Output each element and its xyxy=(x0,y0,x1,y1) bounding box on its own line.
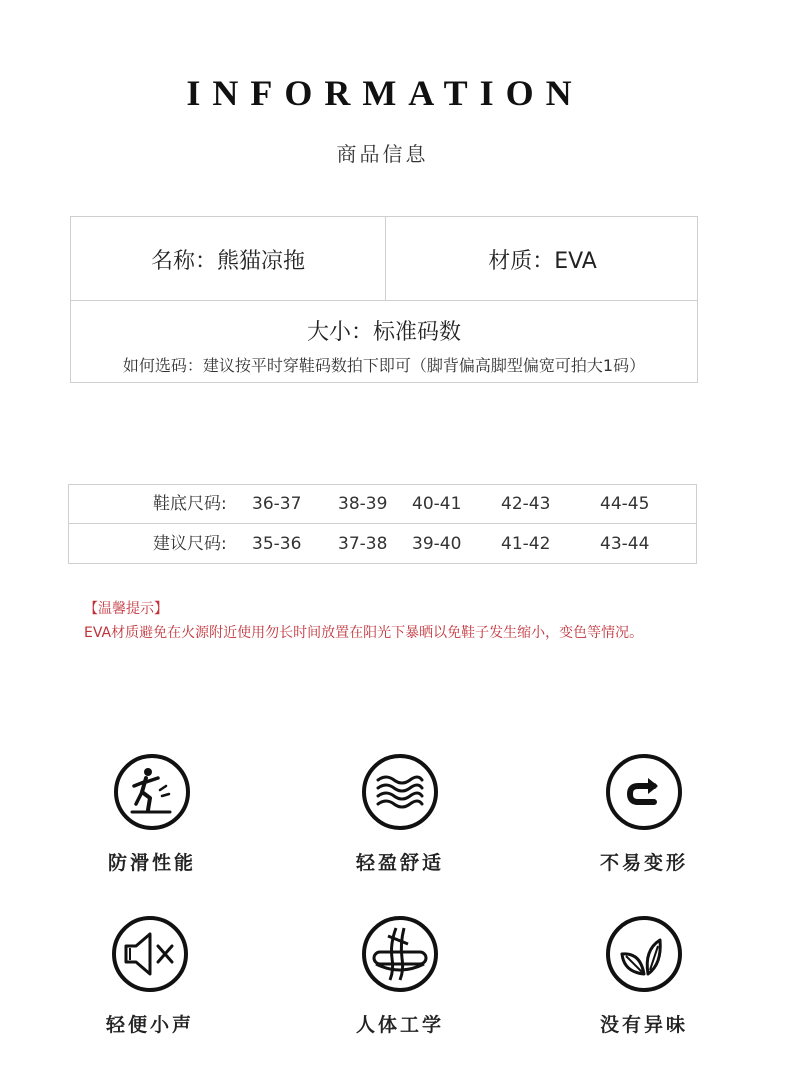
feature-item xyxy=(80,914,220,1037)
feature-item xyxy=(574,752,714,875)
table-cell: 35-36 xyxy=(252,534,302,554)
feature-label: 人体工学 xyxy=(355,1014,444,1036)
feature-label: 不易变形 xyxy=(599,852,688,874)
rebound-arrow-icon xyxy=(604,752,684,832)
feature-item xyxy=(330,752,470,875)
feature-label: 防滑性能 xyxy=(107,852,196,874)
ergonomic-foot-icon xyxy=(360,914,440,994)
table-cell: 38-39 xyxy=(338,494,388,514)
feature-item xyxy=(330,914,470,1037)
notice-title: 【温馨提示】 xyxy=(84,601,168,617)
product-name: 名称：熊猫凉拖 xyxy=(71,217,386,301)
product-material: 材质：EVA xyxy=(488,248,597,274)
row-label: 建议尺码: xyxy=(153,534,227,554)
product-size: 大小：标准码数 xyxy=(306,320,461,345)
notice-text: EVA材质避免在火源附近使用勿长时间放置在阳光下暴晒以免鞋子发生缩小，变色等情况。 xyxy=(84,625,644,641)
table-row xyxy=(69,525,696,564)
feature-label: 轻便小声 xyxy=(105,1014,194,1036)
silent-speaker-icon xyxy=(110,914,190,994)
page-title: INFORMATION xyxy=(186,73,584,113)
row-label: 鞋底尺码: xyxy=(153,494,227,514)
table-cell: 41-42 xyxy=(501,534,551,554)
lightweight-waves-icon xyxy=(360,752,440,832)
feature-item xyxy=(574,914,714,1037)
table-cell: 36-37 xyxy=(252,494,302,514)
feature-label: 没有异味 xyxy=(599,1014,688,1036)
table-cell: 39-40 xyxy=(412,534,462,554)
product-info-box xyxy=(70,216,698,383)
size-table xyxy=(68,484,697,564)
table-row xyxy=(69,485,696,524)
page-subtitle: 商品信息 xyxy=(336,142,429,166)
anti-slip-icon xyxy=(112,752,192,832)
info-row xyxy=(71,217,697,301)
table-cell: 40-41 xyxy=(412,494,462,514)
table-cell: 43-44 xyxy=(600,534,650,554)
table-cell: 42-43 xyxy=(501,494,551,514)
table-cell: 44-45 xyxy=(600,494,650,514)
leaf-icon xyxy=(604,914,684,994)
feature-item xyxy=(82,752,222,875)
feature-label: 轻盈舒适 xyxy=(355,852,444,874)
size-advice: 如何选码：建议按平时穿鞋码数拍下即可（脚背偏高脚型偏宽可拍大1码） xyxy=(122,356,646,375)
table-cell: 37-38 xyxy=(338,534,388,554)
